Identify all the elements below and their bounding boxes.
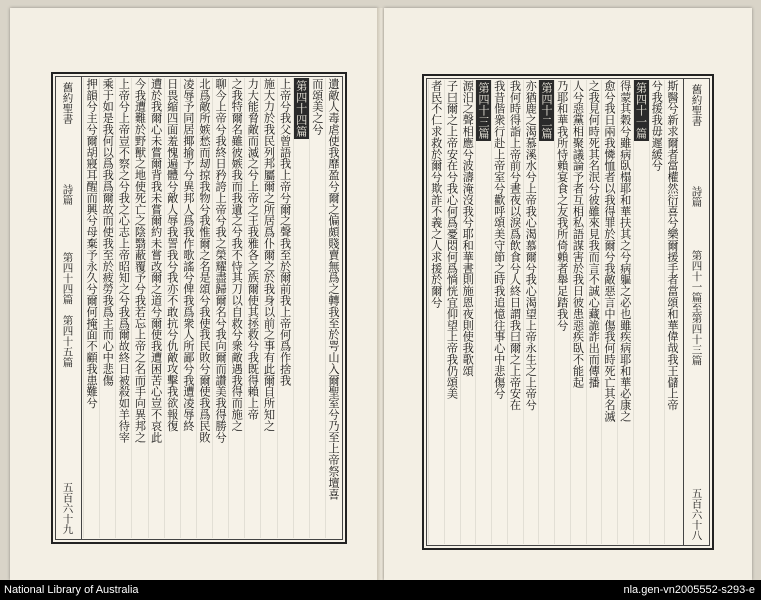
text-column: 而頌美之兮 — [309, 78, 325, 538]
right-section-title: 詩篇 第四十一篇至第四十三篇 — [690, 186, 703, 366]
text-column: 今我遭難於野獸之地使死亡之陰翳蔽覆予兮我若忘上帝之名而手向異邦之 — [131, 78, 147, 538]
text-column: 斯醫兮新求爾者當權然衍喜兮樂爾援手者當頌和華偉哉我王儲上帝 — [664, 80, 680, 544]
text-column — [293, 78, 309, 538]
text-column: 我昔偕衆行赴上帝室兮歡呼頌美守節之時我追憶往事心中悲傷兮 — [491, 80, 507, 544]
text-column — [475, 80, 491, 544]
left-margin-column — [55, 76, 82, 540]
text-column: 施大力於我民列邦屬爾之所居爲仆爾之於我身以前之事有此爾自所知之 — [260, 78, 276, 538]
text-column: 日畏縮四面羞愧遍體兮敵人辱我詈我兮我亦不敢抗兮仇敵攻擊我欲報復 — [164, 78, 180, 538]
text-column: 得蒙其穀兮雖病臥榻耶和華扶其之兮病軀之必也雖疾病耶和華必康之 — [617, 80, 633, 544]
right-text-frame — [422, 74, 714, 550]
text-column: 遺敵人毒虐使我靡盈兮爾之偏頗賤賣無爲之轉我至於咢山入爾聖室兮乃至上帝祭壇喜 — [325, 78, 341, 538]
text-column: 子曰爾之上帝安在兮我心何爲憂悶何爲惝恍宜仰望上帝我仍頌美 — [444, 80, 460, 544]
text-column: 遭於我爾心未嘗爾背我未嘗爾約未嘗改爾之道兮爾使我遭困苦心豈不哀此 — [148, 78, 164, 538]
text-column: 之我見何時死其名泯兮彼雖來見我而言不誠心藏詭詐出而傳播 — [586, 80, 602, 544]
text-column: 我何時得詣上帝前兮晝夜以淚爲飲食兮人終日謂我曰爾之上帝安在 — [507, 80, 523, 544]
text-column — [538, 80, 554, 544]
right-psalm-range: 第四十一篇至第四十三篇 — [690, 249, 703, 366]
right-page — [384, 8, 752, 580]
right-book-title: 舊約聖書 — [690, 84, 703, 126]
text-column: 源汨之聲相應兮波濤淹沒我兮耶和華晝則施恩夜則使我歌頌 — [460, 80, 476, 544]
left-text-body — [83, 78, 341, 538]
text-column: 上帝兮上帝豈不察之兮我之心志上帝昭知之兮我爲爾故終日被殺如羊待宰 — [115, 78, 131, 538]
psalm-heading: 第四十一篇 — [634, 82, 648, 139]
text-column: 者民不仁求救於爾兮欺詐不義之人求援於爾兮 — [428, 80, 444, 544]
footer-bar — [0, 580, 761, 600]
text-column: 乘于如是我何以爲我爲爾故而使我至於疲勞我爲主而心中悲傷 — [99, 78, 115, 538]
right-text-body — [428, 80, 680, 544]
text-column: 人兮惡黨相聚議論予者互相私語謀害於我日彼患惡疾臥不能起 — [570, 80, 586, 544]
left-page-number: 五百六十九 — [61, 481, 74, 534]
text-column: 之我特爾名雖彼嫉我而我遺之兮我不恃其刀以自救兮衆敵遇我得而施之 — [228, 78, 244, 538]
text-column: 凌辱予同居揶揄予兮異邦人爲我作歌謠兮俾我爲衆人所鄙兮我遭凌辱終 — [180, 78, 196, 538]
text-column: 愈兮我日兩我憐恤者以我得罪於爾兮我敵惡言中傷我何時死亡其名滅 — [601, 80, 617, 544]
text-column: 聊今上帝兮我終日矜誇上帝兮我之榮耀盡歸爾名兮我向爾而讚美我得勝兮 — [212, 78, 228, 538]
left-psalm-range: 第四十四篇 第四十五篇 — [61, 251, 74, 368]
text-column: 亦猶鹿之渴慕溪水兮上帝我心渴慕爾兮我心渴望上帝永生之上帝兮 — [523, 80, 539, 544]
text-column: 上帝兮我父曾語我上帝兮爾之聲我至於爾前我上帝何爲作捨我 — [277, 78, 293, 538]
text-column: 力大能脅敵而滅之兮上帝之王我雅各之族爾使其拯救兮我既得賴上帝 — [244, 78, 260, 538]
text-column: 乃耶和華我所恃賴宴食之友我所倚賴者舉足踏我兮 — [554, 80, 570, 544]
left-text-frame — [51, 72, 347, 544]
psalm-heading: 第四十三篇 — [477, 82, 490, 139]
text-column: 押韻兮主兮爾胡寢耳醒而興兮母棄予永久兮爾何掩面不顧我患難兮 — [83, 78, 99, 538]
left-section-title: 詩篇 第四十四篇 第四十五篇 — [61, 184, 74, 368]
footer-identifier: nla.gen-vn2005552-s293-e — [623, 584, 755, 596]
psalm-heading: 第四十二篇 — [540, 82, 553, 139]
left-page — [10, 8, 378, 580]
text-column: 兮我援我毋遲緩兮 — [649, 80, 665, 544]
footer-institution: National Library of Australia — [4, 584, 139, 596]
psalm-heading: 第四十四篇 — [294, 80, 308, 137]
text-column — [633, 80, 649, 544]
right-page-number: 五百六十八 — [690, 487, 703, 540]
left-book-title: 舊約聖書 — [61, 82, 74, 124]
right-margin-column — [683, 78, 710, 546]
text-column: 北爲敵所嫉愁而刼掠我物兮我惟爾之名是頌兮我使我民敗兮爾使我爲民敗 — [196, 78, 212, 538]
